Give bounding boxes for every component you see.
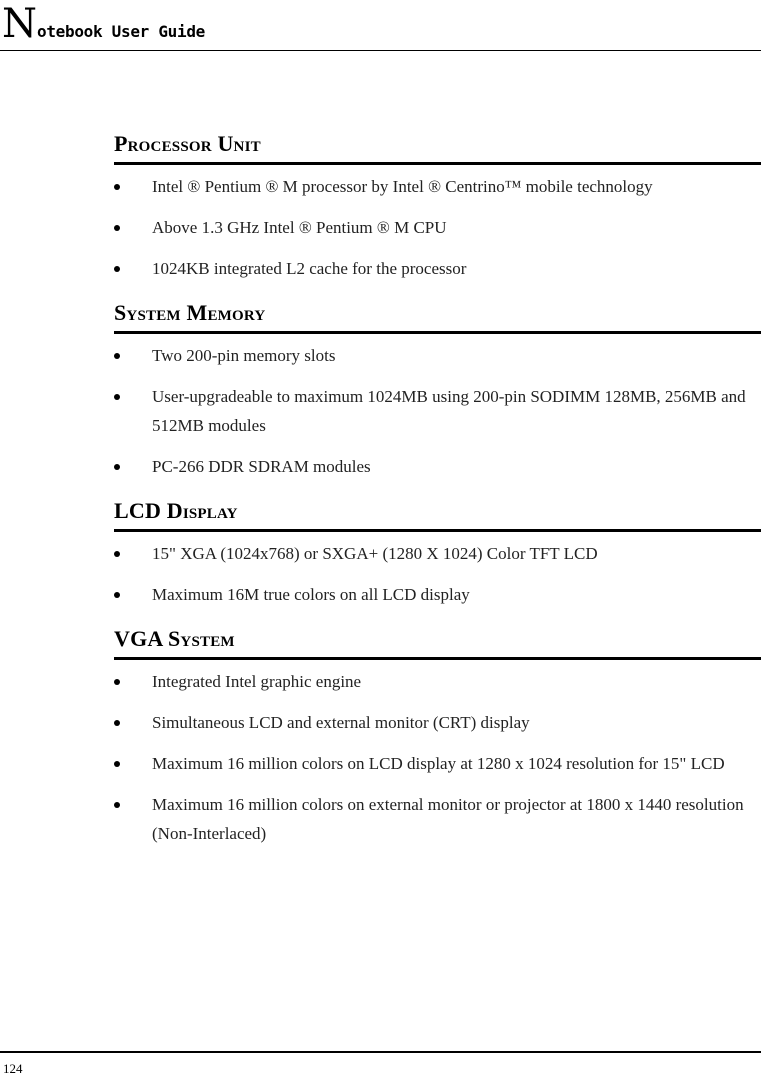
document-title-initial: N [2, 1, 37, 47]
section-lcd-display [114, 486, 761, 614]
section-processor-unit [114, 118, 761, 288]
bullet-icon [114, 341, 124, 370]
list-item-text: 15" XGA (1024x768) or SXGA+ (1280 X 1024) Color TFT LCD [152, 544, 598, 563]
list-item-text: Intel ® Pentium ® M processor by Intel ® Centrino™ mobile technology [152, 177, 653, 196]
bullet-icon [114, 667, 124, 696]
page-header [0, 0, 761, 51]
bullet-icon [114, 382, 124, 411]
document-title [2, 2, 205, 46]
bullet-icon [114, 172, 124, 201]
list-item-text: Maximum 16 million colors on LCD display at 1280 x 1024 resolution for 15" LCD [152, 754, 725, 773]
list-item [114, 247, 761, 288]
bullet-icon [114, 708, 124, 737]
bullet-list [114, 165, 761, 288]
list-item-text: Simultaneous LCD and external monitor (CRT) display [152, 713, 530, 732]
bullet-icon [114, 539, 124, 568]
list-item [114, 165, 761, 206]
page-number: 124 [3, 1061, 23, 1076]
bullet-icon [114, 452, 124, 481]
document-title-rest: otebook User Guide [37, 22, 205, 41]
list-item [114, 742, 761, 783]
section-vga-system [114, 614, 761, 853]
list-item-text: Two 200-pin memory slots [152, 346, 336, 365]
list-item [114, 783, 761, 853]
bullet-icon [114, 580, 124, 609]
page-content [114, 118, 761, 853]
list-item-text: Above 1.3 GHz Intel ® Pentium ® M CPU [152, 218, 447, 237]
list-item-text: User-upgradeable to maximum 1024MB using 200-pin SODIMM 128MB, 256MB and 512MB modules [152, 387, 746, 435]
list-item [114, 660, 761, 701]
section-heading: System Memory [114, 288, 761, 334]
list-item [114, 532, 761, 573]
bullet-icon [114, 790, 124, 819]
bullet-icon [114, 254, 124, 283]
bullet-icon [114, 213, 124, 242]
bullet-list [114, 660, 761, 853]
page-footer [0, 1051, 761, 1081]
section-system-memory [114, 288, 761, 486]
bullet-list [114, 334, 761, 486]
list-item [114, 445, 761, 486]
bullet-list [114, 532, 761, 614]
bullet-icon [114, 749, 124, 778]
list-item [114, 206, 761, 247]
list-item [114, 334, 761, 375]
list-item [114, 701, 761, 742]
section-heading: VGA System [114, 614, 761, 660]
section-heading: Processor Unit [114, 118, 761, 165]
list-item [114, 573, 761, 614]
list-item-text: Integrated Intel graphic engine [152, 672, 362, 691]
list-item [114, 375, 761, 445]
list-item-text: 1024KB integrated L2 cache for the processor [152, 259, 467, 278]
list-item-text: Maximum 16 million colors on external monitor or projector at 1800 x 1440 resolution (Non-Interlaced) [152, 795, 744, 843]
list-item-text: PC-266 DDR SDRAM modules [152, 457, 371, 476]
section-heading: LCD Display [114, 486, 761, 532]
list-item-text: Maximum 16M true colors on all LCD display [152, 585, 470, 604]
